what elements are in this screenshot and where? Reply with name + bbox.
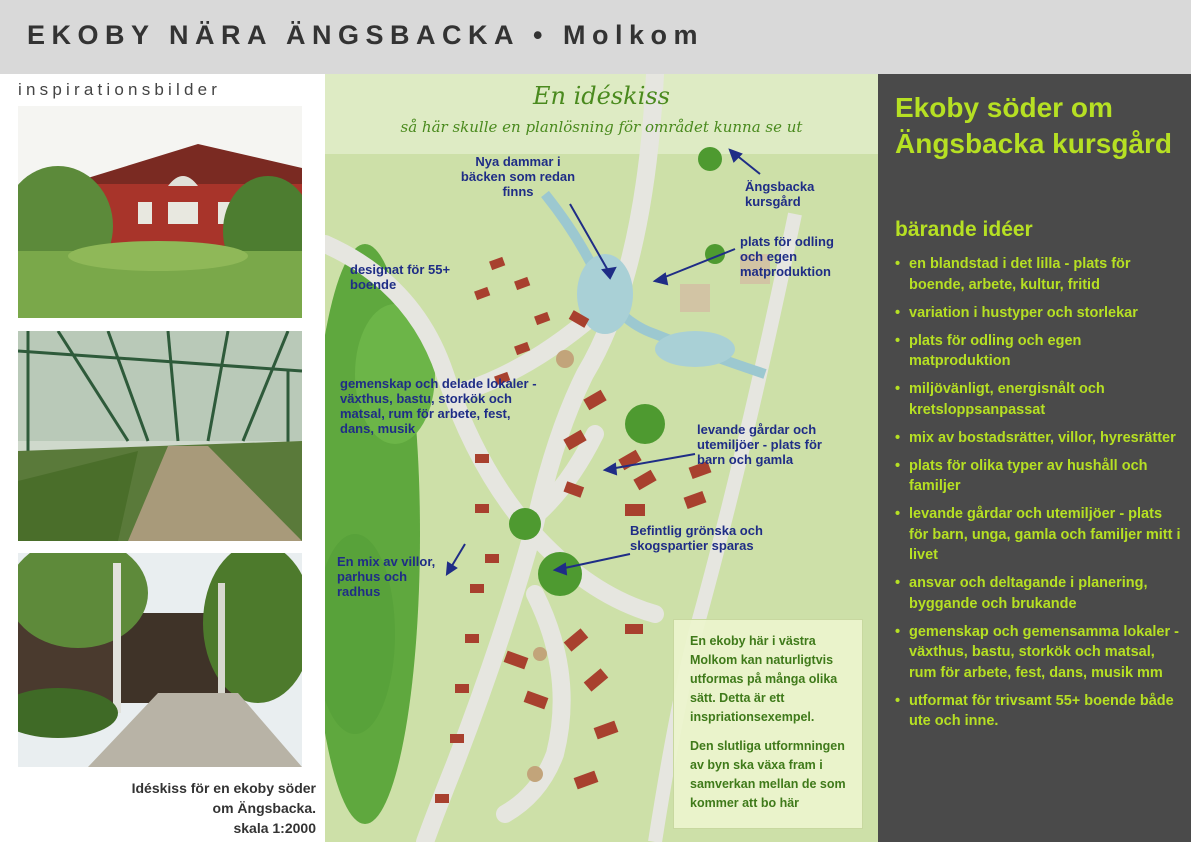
map-subtitle: så här skulle en planlösning för området kunna se ut (400, 118, 803, 136)
list-item: • plats för odling och egen matproduktion (895, 331, 1185, 372)
list-item: • en blandstad i det lilla - plats för boende, arbete, kultur, fritid (895, 254, 1185, 295)
photo-red-house (18, 106, 302, 318)
annotation-yards: levande gårdar och utemiljöer - plats för barn och gamla (697, 422, 822, 467)
list-item: • variation i hustyper och storlekar (895, 303, 1185, 324)
panel-title: Ekoby söder om Ängsbacka kursgård (895, 92, 1172, 159)
page-title: EKOBY NÄRA ÄNGSBACKA • Molkom (27, 20, 704, 50)
list-item: • miljövänligt, energisnålt och kretsloppsanpassat (895, 379, 1185, 420)
info-text-1: En ekoby här i västra Molkom kan naturligtvis utformas på många olika sätt. Detta är ett inspriationsexempel. (690, 634, 838, 724)
list-item: • plats för olika typer av hushåll och familjer (895, 456, 1185, 497)
list-item: • levande gårdar och utemiljöer - plats för barn, unga, gamla och familjer mitt i livet (895, 504, 1185, 566)
annotation-housing-mix: En mix av villor, parhus och radhus (337, 554, 436, 599)
list-item: • utformat för trivsamt 55+ boende både ute och inne. (895, 691, 1185, 732)
site-plan-map (325, 74, 878, 842)
photo-greenhouse (18, 331, 302, 541)
info-text-2: Den slutliga utformningen av byn ska växa fram i samverkan mellan de som kommer att bo här (690, 739, 846, 810)
photo-wooden-houses (18, 553, 302, 767)
ideas-panel (878, 74, 1191, 842)
annotation-community: gemenskap och delade lokaler - växthus, bastu, storkök och matsal, rum för arbete, fest, dans, musik (340, 376, 537, 436)
caption-line-3: skala 1:2000 (233, 820, 316, 836)
map-caption (20, 778, 316, 838)
list-item: • ansvar och deltagande i planering, byggande och brukande (895, 573, 1185, 614)
list-item: • gemenskap och gemensamma lokaler - växthus, bastu, storkök och matsal, rum för arbete, fest, dans, musik mm (895, 622, 1185, 684)
annotation-55plus: designat för 55+ boende (350, 262, 451, 292)
inspiration-label: inspirationsbilder (18, 80, 222, 99)
header-bar (0, 0, 1191, 74)
caption-line-1: Idéskiss för en ekoby söder (131, 780, 316, 796)
annotation-ponds: Nya dammar i bäcken som redan finns (460, 154, 576, 199)
map-title: En idéskiss (532, 82, 670, 110)
info-box (673, 619, 863, 829)
annotation-farming: plats för odling och egen matproduktion (740, 234, 834, 279)
list-item: • mix av bostadsrätter, villor, hyresrätter (895, 428, 1185, 449)
ideas-list (895, 254, 1185, 739)
caption-line-2: om Ängsbacka. (212, 800, 316, 816)
annotation-greenery: Befintlig grönska och skogspartier sparas (630, 523, 763, 553)
annotation-angsbacka: Ängsbacka kursgård (745, 179, 815, 209)
panel-subtitle: bärande idéer (895, 218, 1033, 241)
